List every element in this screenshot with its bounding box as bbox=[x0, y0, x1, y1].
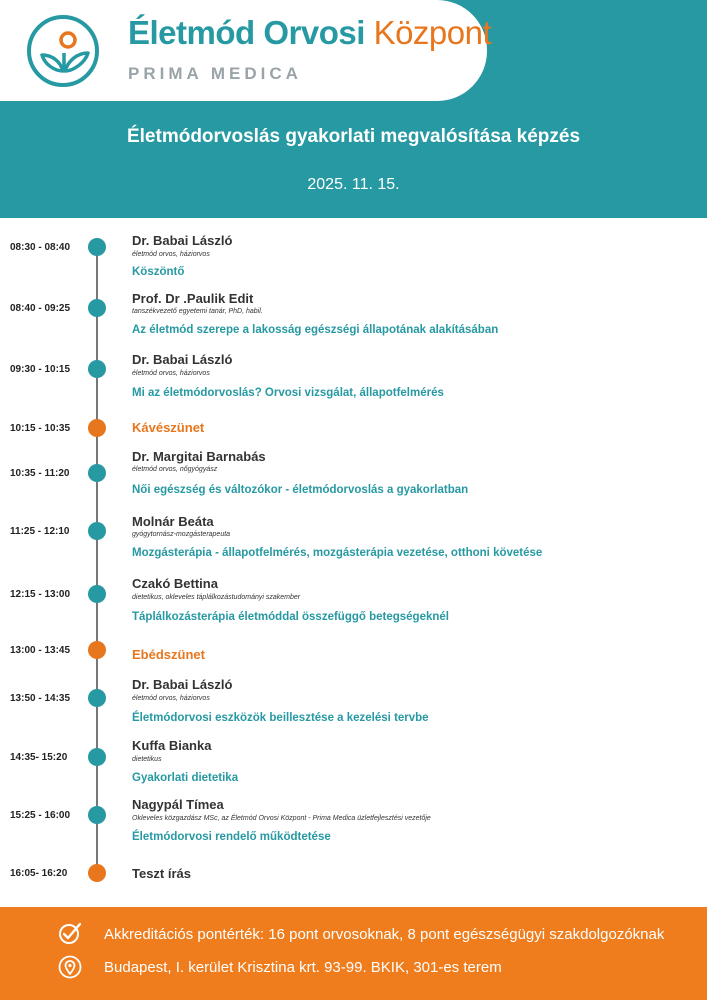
event-title: Életmódorvoslás gyakorlati megvalósítása képzés bbox=[126, 126, 581, 147]
session-topic: Életmódorvosi rendelő működtetése bbox=[132, 831, 331, 843]
schedule-time: 13:50 - 14:35 bbox=[10, 693, 71, 704]
speaker-name: Kuffa Bianka bbox=[132, 738, 212, 753]
speaker-name: Molnár Beáta bbox=[132, 514, 214, 529]
schedule-time: 09:30 - 10:15 bbox=[10, 364, 71, 375]
speaker-name: Dr. Babai László bbox=[132, 233, 233, 248]
speaker-role: életmód orvos, háziorvos bbox=[132, 370, 210, 377]
brand-subtitle: PRIMA MEDICA bbox=[128, 64, 302, 83]
timeline-dot bbox=[88, 748, 106, 766]
timeline-dot bbox=[88, 806, 106, 824]
person-leaves-logo-icon bbox=[25, 13, 101, 89]
test-label: Teszt írás bbox=[132, 866, 192, 881]
schedule-time: 08:30 - 08:40 bbox=[10, 242, 71, 253]
timeline-dot bbox=[88, 299, 106, 317]
timeline-line bbox=[96, 246, 98, 872]
schedule-time: 12:15 - 13:00 bbox=[10, 589, 71, 600]
timeline-dot bbox=[88, 641, 106, 659]
timeline-dot bbox=[88, 238, 106, 256]
speaker-role: életmód orvos, háziorvos bbox=[132, 251, 210, 258]
schedule-time: 08:40 - 09:25 bbox=[10, 303, 71, 314]
session-topic: Női egészség és változókor - életmódorvoslás a gyakorlatban bbox=[132, 484, 469, 496]
accreditation-text: Akkreditációs pontérték: 16 pont orvosoknak, 8 pont egészségügyi szakdolgozóknak bbox=[104, 926, 665, 943]
break-label: Ebédszünet bbox=[132, 647, 205, 662]
timeline-dot bbox=[88, 419, 106, 437]
speaker-name: Dr. Babai László bbox=[132, 352, 233, 367]
schedule-time: 11:25 - 12:10 bbox=[10, 526, 70, 537]
speaker-name: Dr. Babai László bbox=[132, 677, 233, 692]
speaker-role: Okleveles közgazdász MSc, az Életmód Orvosi Központ - Prima Medica üzletfejlesztési vezetője bbox=[132, 815, 431, 822]
timeline-dot bbox=[88, 689, 106, 707]
speaker-role: életmód orvos, nőgyógyász bbox=[132, 466, 218, 473]
address-text: Budapest, I. kerület Krisztina krt. 93-99. bbox=[104, 959, 367, 976]
session-topic: Táplálkozásterápia életmóddal összefüggő betegségeknél bbox=[132, 611, 449, 623]
session-topic: Mi az életmódorvoslás? Orvosi vizsgálat, állapotfelmérés bbox=[132, 387, 444, 399]
schedule-time: 13:00 - 13:45 bbox=[10, 645, 71, 656]
timeline-dot bbox=[88, 522, 106, 540]
speaker-name: Nagypál Tímea bbox=[132, 797, 224, 812]
timeline-dot bbox=[88, 464, 106, 482]
schedule-time: 16:05- 16:20 bbox=[10, 868, 68, 879]
schedule-time: 10:35 - 11:20 bbox=[10, 468, 70, 479]
timeline-dot bbox=[88, 360, 106, 378]
speaker-role: gyógytornász-mozgásterapeuta bbox=[132, 531, 231, 538]
event-date: 2025. 11. 15. bbox=[307, 176, 400, 193]
schedule-time: 10:15 - 10:35 bbox=[10, 423, 71, 434]
address-line bbox=[104, 959, 502, 976]
speaker-name: Dr. Margitai Barnabás bbox=[132, 449, 266, 464]
session-topic: Az életmód szerepe a lakosság egészségi állapotának alakításában bbox=[132, 324, 499, 336]
checkmark-circle-icon bbox=[58, 921, 82, 945]
brand-name-main: Életmód Orvosi bbox=[128, 14, 365, 51]
speaker-role: dietetikus bbox=[132, 756, 162, 763]
schedule-time: 15:25 - 16:00 bbox=[10, 810, 71, 821]
schedule-time: 14:35- 15:20 bbox=[10, 752, 68, 763]
speaker-role: életmód orvos, háziorvos bbox=[132, 695, 210, 702]
speaker-role: tanszékvezető egyetemi tanár, PhD, habil. bbox=[132, 308, 263, 315]
footer-banner bbox=[0, 907, 707, 1000]
logo-plate bbox=[0, 0, 492, 101]
session-topic: Gyakorlati dietetika bbox=[132, 772, 239, 784]
break-label: Kávészünet bbox=[132, 420, 205, 435]
speaker-name: Prof. Dr .Paulik Edit bbox=[132, 291, 254, 306]
venue-text: BKIK, 301-es terem bbox=[370, 959, 502, 976]
header-banner bbox=[0, 0, 707, 218]
session-topic: Mozgásterápia - állapotfelmérés, mozgásterápia vezetése, otthoni követése bbox=[132, 547, 543, 559]
session-topic: Életmódorvosi eszközök beillesztése a kezelési tervbe bbox=[132, 712, 429, 724]
brand-name-accent: Központ bbox=[373, 14, 492, 51]
timeline-dot bbox=[88, 585, 106, 603]
location-pin-icon bbox=[58, 955, 82, 979]
brand-name bbox=[128, 14, 491, 52]
session-topic: Köszöntő bbox=[132, 266, 185, 278]
speaker-name: Czakó Bettina bbox=[132, 576, 218, 591]
timeline-dot bbox=[88, 864, 106, 882]
speaker-role: dietetikus, okleveles táplálkozástudományi szakember bbox=[132, 594, 301, 601]
